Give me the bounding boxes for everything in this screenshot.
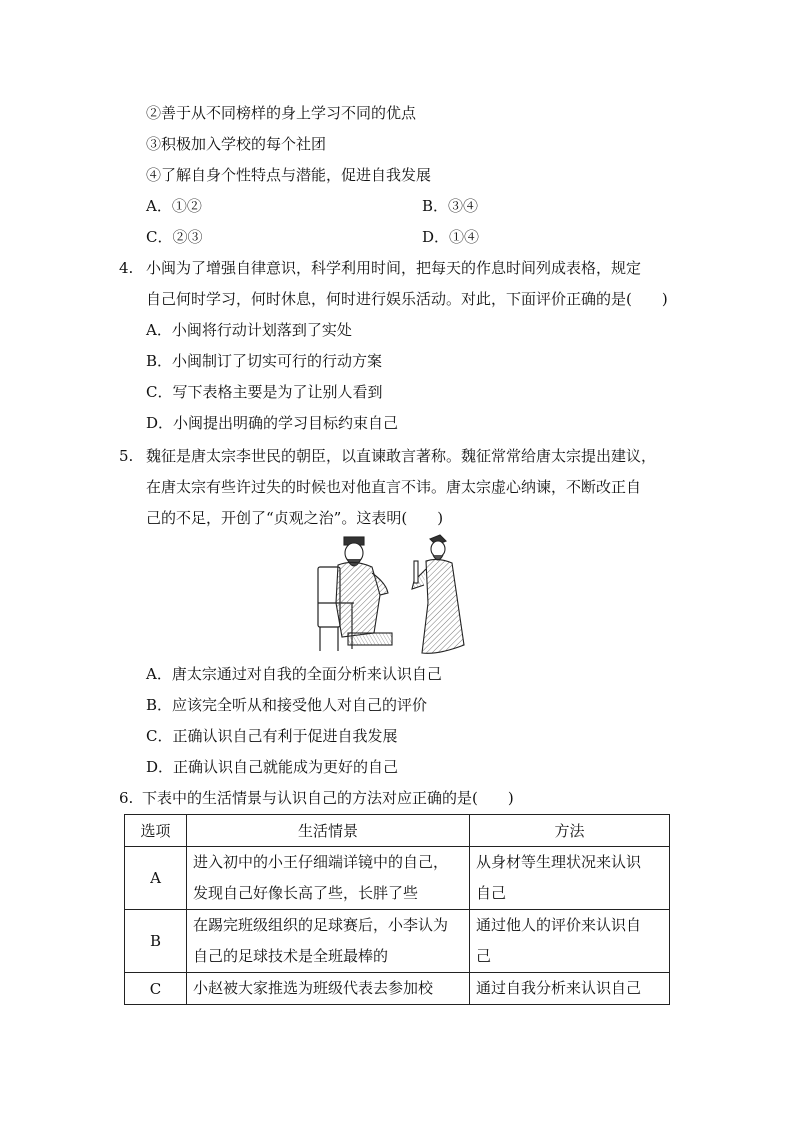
q4-stem-line-2: 自己何时学习，何时休息，何时进行娱乐活动。对此，下面评价正确的是( ) xyxy=(146,290,668,308)
row-scene xyxy=(187,973,470,1005)
q5-option-b[interactable]: B．应该完全听从和接受他人对自己的评价 xyxy=(146,696,428,714)
table-row xyxy=(125,847,670,910)
q3-item-3: ③积极加入学校的每个社团 xyxy=(146,135,327,153)
q5-option-a[interactable]: A．唐太宗通过对自我的全面分析来认识自己 xyxy=(146,665,442,683)
q3-item-4: ④了解自身个性特点与潜能，促进自我发展 xyxy=(146,166,432,184)
method-line: 自己 xyxy=(476,884,507,902)
scene-line: 自己的足球技术是全班最棒的 xyxy=(193,947,389,965)
header-option: 选项 xyxy=(125,815,187,847)
method-line: 从身材等生理状况来认识 xyxy=(476,853,642,871)
method-line: 通过自我分析来认识自己 xyxy=(476,979,642,997)
minister-figure xyxy=(412,535,464,653)
table-header-row xyxy=(125,815,670,847)
table-row xyxy=(125,973,670,1005)
choice-text: ③④ xyxy=(448,197,479,215)
row-scene xyxy=(187,847,470,910)
header-scene: 生活情景 xyxy=(187,815,470,847)
q3-item-2: ②善于从不同榜样的身上学习不同的优点 xyxy=(146,104,417,122)
table-row xyxy=(125,910,670,973)
q5-number: 5. xyxy=(119,447,134,465)
method-line: 通过他人的评价来认识自 xyxy=(476,916,642,934)
q4-number: 4. xyxy=(119,259,134,277)
choice-letter: B． xyxy=(422,197,449,215)
situation-method-table xyxy=(124,814,670,1005)
row-scene xyxy=(187,910,470,973)
choice-letter: A． xyxy=(146,197,172,215)
q4-stem-line-1: 小闽为了增强自律意识，科学利用时间，把每天的作息时间列成表格，规定 xyxy=(146,259,642,277)
q5-stem-line-1: 魏征是唐太宗李世民的朝臣，以直谏敢言著称。魏征常常给唐太宗提出建议， xyxy=(146,447,657,465)
q5-option-c[interactable]: C．正确认识自己有利于促进自我发展 xyxy=(146,727,398,745)
q4-option-d[interactable]: D．小闽提出明确的学习目标约束自己 xyxy=(146,414,399,432)
q3-choice-d[interactable] xyxy=(422,227,479,247)
choice-text: ①④ xyxy=(449,228,480,246)
emperor-figure xyxy=(336,537,392,645)
scene-line: 发现自己好像长高了些，长胖了些 xyxy=(193,884,419,902)
taizong-weizheng-illustration xyxy=(314,533,480,657)
scene-line: 在踢完班级组织的足球赛后，小李认为 xyxy=(193,916,449,934)
q3-choice-c[interactable] xyxy=(146,227,203,247)
q6-stem: 下表中的生活情景与认识自己的方法对应正确的是( ) xyxy=(142,789,514,807)
method-line: 己 xyxy=(476,947,492,965)
row-method xyxy=(470,910,670,973)
header-method: 方法 xyxy=(470,815,670,847)
choice-letter: D． xyxy=(422,228,450,246)
row-option: C xyxy=(125,973,187,1005)
row-option: B xyxy=(125,910,187,973)
scene-line: 小赵被大家推选为班级代表去参加校 xyxy=(193,979,434,997)
choice-text: ①② xyxy=(171,197,202,215)
q3-choice-b[interactable] xyxy=(422,196,478,216)
q3-choice-a[interactable] xyxy=(146,196,202,216)
choice-letter: C． xyxy=(146,228,173,246)
row-method xyxy=(470,973,670,1005)
row-option: A xyxy=(125,847,187,910)
q4-option-c[interactable]: C．写下表格主要是为了让别人看到 xyxy=(146,383,383,401)
q5-option-d[interactable]: D．正确认识自己就能成为更好的自己 xyxy=(146,758,399,776)
q4-option-a[interactable]: A．小闽将行动计划落到了实处 xyxy=(146,321,352,339)
choice-text: ②③ xyxy=(172,228,203,246)
q5-stem-line-3: 己的不足，开创了“贞观之治”。这表明( ) xyxy=(146,509,444,527)
scene-line: 进入初中的小王仔细端详镜中的自己， xyxy=(193,853,449,871)
q4-option-b[interactable]: B．小闽制订了切实可行的行动方案 xyxy=(146,352,383,370)
q6-number: 6. xyxy=(119,789,134,807)
q5-stem-line-2: 在唐太宗有些许过失的时候也对他直言不讳。唐太宗虚心纳谏，不断改正自 xyxy=(146,478,642,496)
row-method xyxy=(470,847,670,910)
